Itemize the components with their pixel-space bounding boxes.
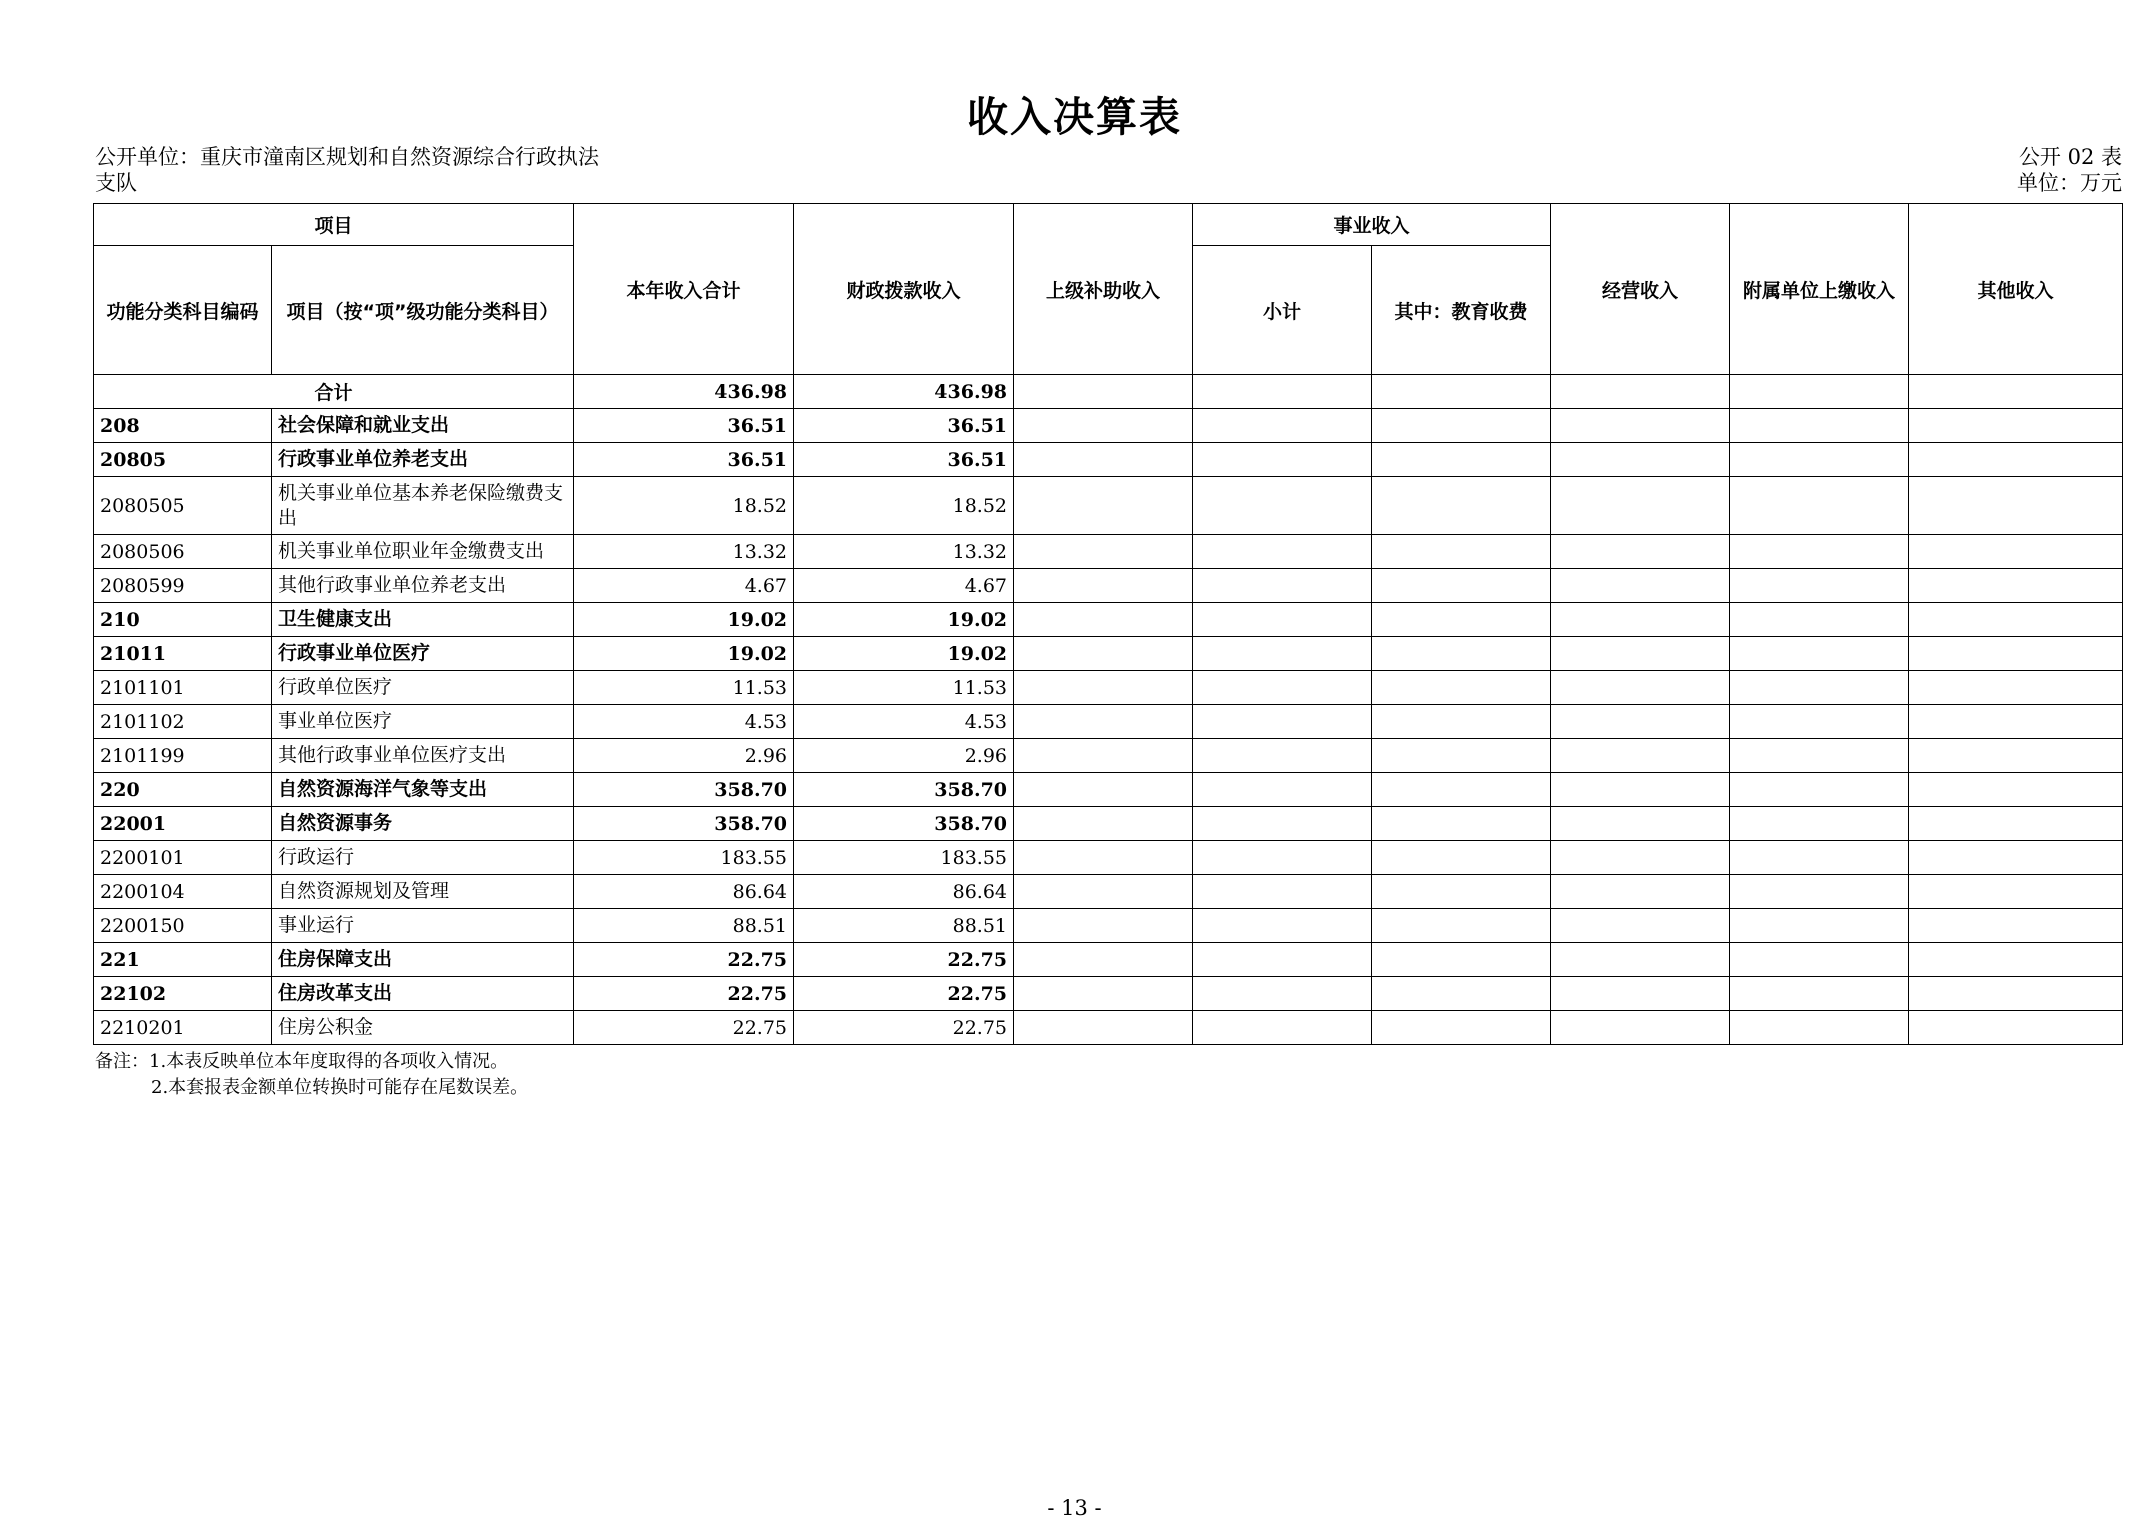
empty-cell (1730, 977, 1909, 1011)
header-total-income: 本年收入合计 (574, 204, 794, 375)
empty-cell (1014, 409, 1193, 443)
form-meta (2017, 144, 2122, 196)
row-code: 2101199 (94, 739, 272, 773)
empty-cell (1193, 477, 1372, 535)
empty-cell (1551, 443, 1730, 477)
row-fiscal: 19.02 (794, 603, 1014, 637)
empty-cell (1551, 943, 1730, 977)
row-total-income: 22.75 (574, 943, 794, 977)
empty-cell (1014, 535, 1193, 569)
empty-cell (1730, 569, 1909, 603)
row-name: 行政单位医疗 (272, 671, 574, 705)
empty-cell (1193, 637, 1372, 671)
table-row (94, 909, 2123, 943)
empty-cell (1730, 739, 1909, 773)
row-code: 2080505 (94, 477, 272, 535)
empty-cell (1372, 603, 1551, 637)
empty-cell (1372, 807, 1551, 841)
empty-cell (1730, 409, 1909, 443)
empty-cell (1909, 909, 2123, 943)
table-row (94, 943, 2123, 977)
empty-cell (1909, 977, 2123, 1011)
notes (95, 1049, 528, 1101)
empty-cell (1193, 603, 1372, 637)
row-code: 2101102 (94, 705, 272, 739)
empty-cell (1372, 773, 1551, 807)
empty-cell (1730, 1011, 1909, 1045)
table-row (94, 443, 2123, 477)
row-fiscal: 86.64 (794, 875, 1014, 909)
row-fiscal: 88.51 (794, 909, 1014, 943)
header-operating: 经营收入 (1551, 204, 1730, 375)
empty-cell (1014, 739, 1193, 773)
row-name: 其他行政事业单位医疗支出 (272, 739, 574, 773)
empty-cell (1551, 841, 1730, 875)
row-total-income: 11.53 (574, 671, 794, 705)
total-fiscal-value: 436.98 (794, 375, 1014, 409)
empty-cell (1551, 909, 1730, 943)
total-label: 合计 (94, 375, 574, 409)
publishing-unit: 公开单位：重庆市潼南区规划和自然资源综合行政执法支队 (95, 145, 599, 195)
header-fiscal: 财政拨款收入 (794, 204, 1014, 375)
empty-cell (1730, 603, 1909, 637)
row-name: 其他行政事业单位养老支出 (272, 569, 574, 603)
table-row (94, 773, 2123, 807)
row-code: 20805 (94, 443, 272, 477)
empty-cell (1193, 1011, 1372, 1045)
table-row (94, 637, 2123, 671)
row-total-income: 2.96 (574, 739, 794, 773)
row-fiscal: 11.53 (794, 671, 1014, 705)
row-name: 行政运行 (272, 841, 574, 875)
empty-cell (1909, 477, 2123, 535)
empty-cell (1551, 637, 1730, 671)
empty-cell (1551, 1011, 1730, 1045)
empty-cell (1551, 535, 1730, 569)
empty-cell (1014, 569, 1193, 603)
currency-unit: 单位：万元 (2017, 171, 2122, 195)
empty-cell (1730, 943, 1909, 977)
row-name: 卫生健康支出 (272, 603, 574, 637)
empty-cell (1909, 535, 2123, 569)
empty-cell (1551, 569, 1730, 603)
row-fiscal: 4.67 (794, 569, 1014, 603)
form-number: 公开 02 表 (2018, 145, 2122, 169)
empty-cell (1193, 671, 1372, 705)
table-row (94, 569, 2123, 603)
row-total-income: 19.02 (574, 637, 794, 671)
empty-cell (1014, 773, 1193, 807)
row-code: 221 (94, 943, 272, 977)
row-code: 2200150 (94, 909, 272, 943)
empty-cell (1372, 477, 1551, 535)
row-code: 22001 (94, 807, 272, 841)
row-code: 2210201 (94, 1011, 272, 1045)
empty-cell (1372, 535, 1551, 569)
table-row (94, 977, 2123, 1011)
empty-cell (1372, 443, 1551, 477)
row-total-income: 13.32 (574, 535, 794, 569)
header-affiliated: 附属单位上缴收入 (1730, 204, 1909, 375)
empty-cell (1372, 875, 1551, 909)
row-total-income: 4.53 (574, 705, 794, 739)
row-name: 行政事业单位医疗 (272, 637, 574, 671)
row-name: 自然资源规划及管理 (272, 875, 574, 909)
empty-cell (1193, 443, 1372, 477)
row-code: 2080506 (94, 535, 272, 569)
row-name: 住房保障支出 (272, 943, 574, 977)
row-fiscal: 183.55 (794, 841, 1014, 875)
row-name: 自然资源海洋气象等支出 (272, 773, 574, 807)
empty-cell (1193, 569, 1372, 603)
row-code: 2200104 (94, 875, 272, 909)
empty-cell (1730, 671, 1909, 705)
empty-cell (1730, 535, 1909, 569)
header-subtotal: 小计 (1193, 246, 1372, 375)
empty-cell (1014, 875, 1193, 909)
empty-cell (1372, 671, 1551, 705)
empty-cell (1551, 977, 1730, 1011)
row-total-income: 183.55 (574, 841, 794, 875)
row-total-income: 18.52 (574, 477, 794, 535)
row-name: 机关事业单位基本养老保险缴费支出 (272, 477, 574, 535)
empty-cell (1372, 1011, 1551, 1045)
empty-cell (1014, 977, 1193, 1011)
table-row (94, 671, 2123, 705)
empty-cell (1730, 841, 1909, 875)
empty-cell (1909, 409, 2123, 443)
empty-cell (1730, 909, 1909, 943)
row-fiscal: 4.53 (794, 705, 1014, 739)
total-row (94, 375, 2123, 409)
row-total-income: 4.67 (574, 569, 794, 603)
row-code: 2200101 (94, 841, 272, 875)
header-item-name: 项目（按“项”级功能分类科目） (272, 246, 574, 375)
row-name: 住房改革支出 (272, 977, 574, 1011)
empty-cell (1014, 807, 1193, 841)
income-table (93, 203, 2123, 1045)
empty-cell (1730, 637, 1909, 671)
empty-cell (1909, 841, 2123, 875)
table-row (94, 535, 2123, 569)
row-fiscal: 36.51 (794, 409, 1014, 443)
empty-cell (1909, 773, 2123, 807)
empty-cell (1551, 739, 1730, 773)
row-total-income: 86.64 (574, 875, 794, 909)
empty-cell (1909, 603, 2123, 637)
empty-cell (1014, 603, 1193, 637)
empty-cell (1551, 875, 1730, 909)
row-code: 208 (94, 409, 272, 443)
header-business-income: 事业收入 (1193, 204, 1551, 246)
empty-cell (1014, 1011, 1193, 1045)
empty-cell (1730, 477, 1909, 535)
empty-cell (1909, 807, 2123, 841)
empty-cell (1193, 841, 1372, 875)
empty-cell (1909, 739, 2123, 773)
row-fiscal: 2.96 (794, 739, 1014, 773)
empty-cell (1372, 841, 1551, 875)
empty-cell (1909, 569, 2123, 603)
row-total-income: 358.70 (574, 807, 794, 841)
row-total-income: 36.51 (574, 443, 794, 477)
empty-cell (1909, 943, 2123, 977)
empty-cell (1551, 603, 1730, 637)
empty-cell (1730, 443, 1909, 477)
row-total-income: 19.02 (574, 603, 794, 637)
row-name: 住房公积金 (272, 1011, 574, 1045)
table-row (94, 875, 2123, 909)
header-func-code: 功能分类科目编码 (94, 246, 272, 375)
empty-cell (1372, 637, 1551, 671)
row-code: 2080599 (94, 569, 272, 603)
row-code: 210 (94, 603, 272, 637)
row-name: 事业运行 (272, 909, 574, 943)
row-fiscal: 22.75 (794, 977, 1014, 1011)
row-code: 220 (94, 773, 272, 807)
note-2: 2.本套报表金额单位转换时可能存在尾数误差。 (151, 1077, 529, 1098)
row-code: 21011 (94, 637, 272, 671)
empty-cell (1730, 875, 1909, 909)
empty-cell (1014, 443, 1193, 477)
row-fiscal: 19.02 (794, 637, 1014, 671)
empty-cell (1193, 909, 1372, 943)
row-name: 社会保障和就业支出 (272, 409, 574, 443)
page-title: 收入决算表 (967, 93, 1182, 141)
table-row (94, 409, 2123, 443)
empty-cell (1014, 637, 1193, 671)
row-total-income: 36.51 (574, 409, 794, 443)
row-total-income: 358.70 (574, 773, 794, 807)
empty-cell (1014, 909, 1193, 943)
row-fiscal: 358.70 (794, 807, 1014, 841)
empty-cell (1909, 875, 2123, 909)
empty-cell (1193, 409, 1372, 443)
empty-cell (1551, 807, 1730, 841)
header-project: 项目 (94, 204, 574, 246)
empty-cell (1193, 943, 1372, 977)
empty-cell (1551, 409, 1730, 443)
empty-cell (1014, 943, 1193, 977)
note-1: 备注：1.本表反映单位本年度取得的各项收入情况。 (95, 1051, 509, 1072)
empty-cell (1193, 739, 1372, 773)
table-row (94, 603, 2123, 637)
empty-cell (1372, 705, 1551, 739)
table-row (94, 807, 2123, 841)
empty-cell (1730, 705, 1909, 739)
table-row (94, 739, 2123, 773)
empty-cell (1372, 569, 1551, 603)
row-code: 2101101 (94, 671, 272, 705)
empty-cell (1372, 977, 1551, 1011)
empty-cell (1909, 637, 2123, 671)
row-fiscal: 22.75 (794, 1011, 1014, 1045)
empty-cell (1909, 671, 2123, 705)
empty-cell (1551, 477, 1730, 535)
row-name: 自然资源事务 (272, 807, 574, 841)
table-row (94, 1011, 2123, 1045)
table-row (94, 705, 2123, 739)
empty-cell (1372, 409, 1551, 443)
row-fiscal: 18.52 (794, 477, 1014, 535)
row-fiscal: 22.75 (794, 943, 1014, 977)
row-name: 事业单位医疗 (272, 705, 574, 739)
row-total-income: 88.51 (574, 909, 794, 943)
empty-cell (1372, 739, 1551, 773)
empty-cell (1909, 443, 2123, 477)
empty-cell (1193, 535, 1372, 569)
table-row (94, 477, 2123, 535)
empty-cell (1372, 943, 1551, 977)
empty-cell (1014, 477, 1193, 535)
empty-cell (1014, 671, 1193, 705)
header-edu-fee: 其中：教育收费 (1372, 246, 1551, 375)
empty-cell (1193, 977, 1372, 1011)
empty-cell (1909, 1011, 2123, 1045)
table-row (94, 841, 2123, 875)
empty-cell (1730, 773, 1909, 807)
empty-cell (1730, 807, 1909, 841)
empty-cell (1014, 841, 1193, 875)
empty-cell (1193, 807, 1372, 841)
page-number: - 13 - (1047, 1496, 1102, 1520)
empty-cell (1193, 705, 1372, 739)
row-code: 22102 (94, 977, 272, 1011)
header-superior-subsidy: 上级补助收入 (1014, 204, 1193, 375)
row-name: 行政事业单位养老支出 (272, 443, 574, 477)
empty-cell (1551, 773, 1730, 807)
empty-cell (1372, 909, 1551, 943)
empty-cell (1193, 875, 1372, 909)
row-total-income: 22.75 (574, 977, 794, 1011)
header-other: 其他收入 (1909, 204, 2123, 375)
row-name: 机关事业单位职业年金缴费支出 (272, 535, 574, 569)
total-income-value: 436.98 (574, 375, 794, 409)
row-fiscal: 36.51 (794, 443, 1014, 477)
empty-cell (1551, 705, 1730, 739)
empty-cell (1014, 705, 1193, 739)
empty-cell (1909, 705, 2123, 739)
row-total-income: 22.75 (574, 1011, 794, 1045)
empty-cell (1551, 671, 1730, 705)
empty-cell (1193, 773, 1372, 807)
row-fiscal: 358.70 (794, 773, 1014, 807)
row-fiscal: 13.32 (794, 535, 1014, 569)
